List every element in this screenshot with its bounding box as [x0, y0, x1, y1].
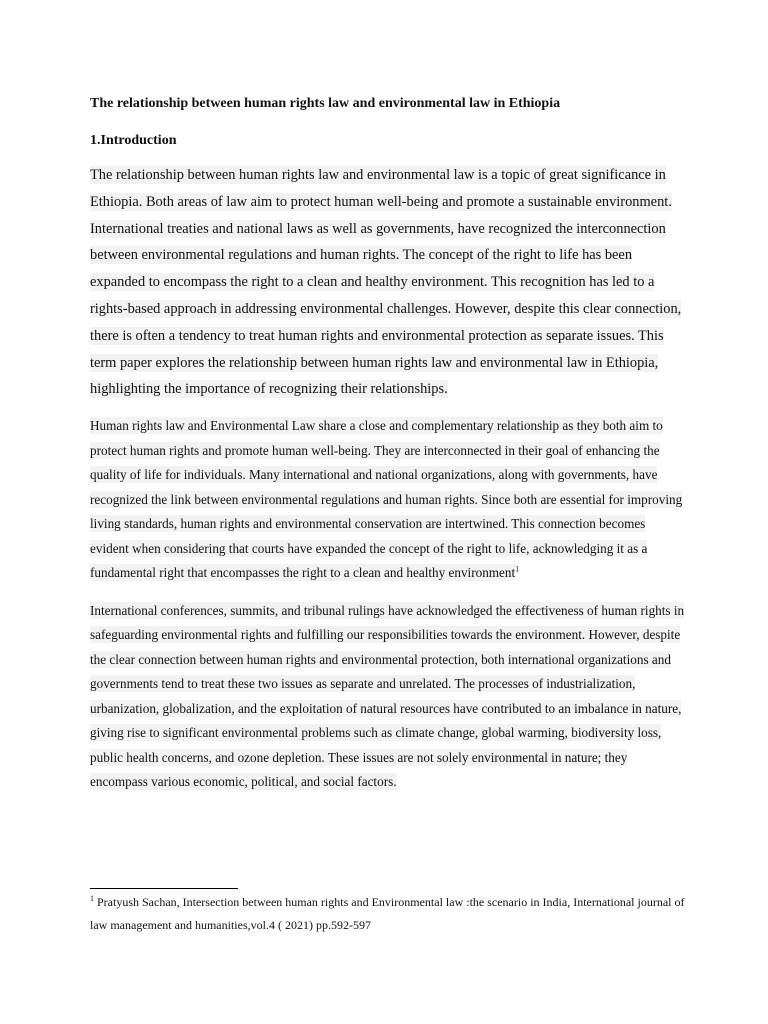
- paragraph-2-text: Human rights law and Environmental Law share a close and complementary relationship as they both aim to protect human rights and promote human well-being. They are interconnected in their goal of enhancing the quality of life for individuals. Many international and national organizations, along with governments, have recognized the link between environmental regulations and human rights. Since both are essential for improving living standards, human rights and environmental conservation are intertwined. This connection becomes evident when considering that courts have expanded the concept of the right to life, acknowledging it as a fundamental right that encompasses the right to a clean and healthy environment: [90, 418, 683, 581]
- footnote-text: Pratyush Sachan, Intersection between human rights and Environmental law :the scenario in India, International journal of law management and humanities,vol.4 ( 2021) pp.592-597: [90, 895, 685, 932]
- intro-paragraph: [90, 162, 685, 403]
- section-heading: 1.Introduction: [90, 133, 177, 148]
- document-body: [90, 90, 685, 808]
- document-title: The relationship between human rights law and environmental law in Ethiopia: [90, 96, 561, 111]
- footnote: [90, 891, 690, 936]
- footnote-marker: 1: [90, 894, 94, 903]
- paragraph-3-text: International conferences, summits, and tribunal rulings have acknowledged the effectiveness of human rights in safeguarding environmental rights and fulfilling our responsibilities towards the environment. However, despite the clear connection between human rights and environmental protection, both international organizations and governments tend to treat these two issues as separate and unrelated. The processes of industrialization, urbanization, globalization, and the exploitation of natural resources have contributed to an imbalance in nature, giving rise to significant environmental problems such as climate change, global warming, biodiversity loss, public health concerns, and ozone depletion. These issues are not solely environmental in nature; they encompass various economic, political, and social factors.: [90, 602, 685, 790]
- paragraph-2: [90, 414, 685, 586]
- intro-paragraph-text: The relationship between human rights law and environmental law is a topic of great significance in Ethiopia. Both areas of law aim to protect human well-being and promote a sustainable environment. International treaties and national laws as well as governments, have recognized the interconnection between environmental regulations and human rights. The concept of the right to life has been expanded to encompass the right to a clean and healthy environment. This recognition has led to a rights-based approach in addressing environmental challenges. However, despite this clear connection, there is often a tendency to treat human rights and environmental protection as separate issues. This term paper explores the relationship between human rights law and environmental law in Ethiopia, highlighting the importance of recognizing their relationships.: [90, 167, 682, 398]
- footnote-separator: [90, 888, 238, 889]
- footnote-reference[interactable]: 1: [515, 564, 520, 574]
- paragraph-3: [90, 599, 685, 795]
